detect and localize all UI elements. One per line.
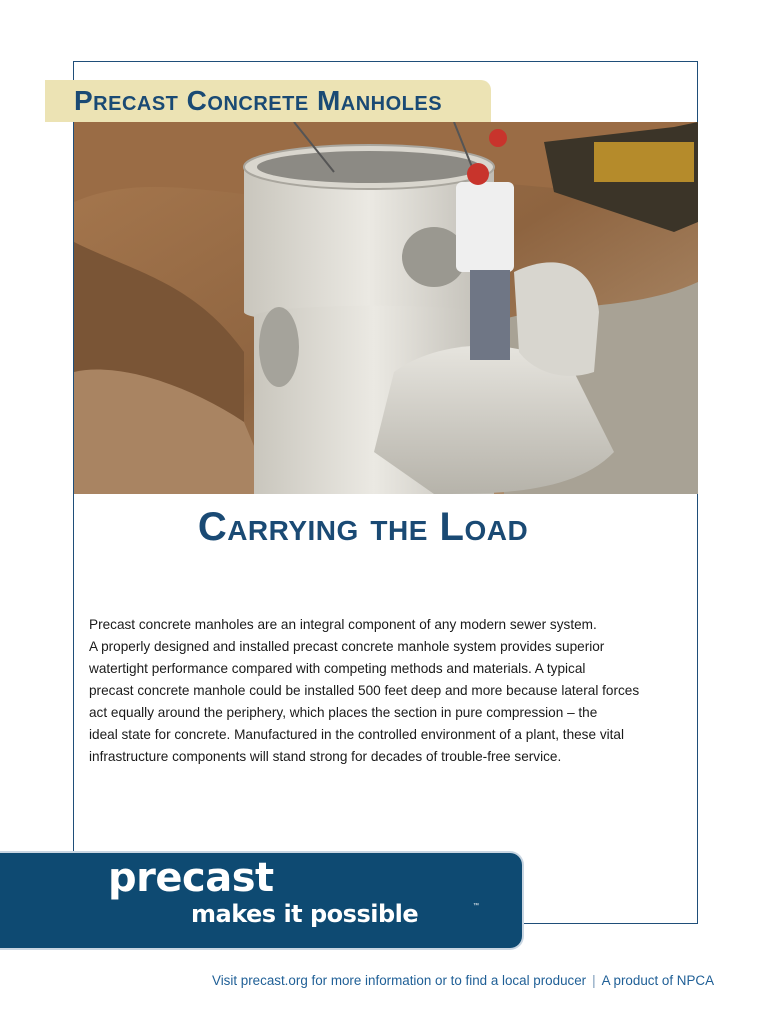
body-line: Precast concrete manholes are an integral component of any modern sewer system.	[89, 617, 597, 632]
body-line: A properly designed and installed precast concrete manhole system provides superior	[89, 639, 605, 654]
trademark-symbol: ™	[473, 903, 479, 909]
header-tab	[45, 80, 491, 122]
body-line: watertight performance compared with competing methods and materials. A typical	[89, 661, 586, 676]
body-line: act equally around the periphery, which places the section in pure compression – the	[89, 705, 598, 720]
body-line: ideal state for concrete. Manufactured in the controlled environment of a plant, these vital	[89, 727, 624, 742]
photo-illustration	[74, 122, 698, 494]
page-title: Precast Concrete Manholes	[74, 85, 443, 116]
body-paragraph	[89, 614, 689, 768]
footer-visit-text: Visit precast.org for more information or to find a local producer	[212, 973, 587, 988]
footer-product-text: A product of NPCA	[601, 973, 714, 988]
footer-separator: |	[592, 973, 596, 988]
banner-tagline: makes it possible	[191, 900, 419, 928]
banner-logo-word: precast	[108, 855, 274, 901]
precast-banner	[0, 853, 522, 948]
manhole-installation-photo	[74, 122, 698, 494]
headline: Carrying the Load	[197, 505, 529, 549]
body-line: infrastructure components will stand strong for decades of trouble-free service.	[89, 749, 562, 764]
footer	[212, 973, 714, 988]
body-line: precast concrete manhole could be installed 500 feet deep and more because lateral forces	[89, 683, 640, 698]
